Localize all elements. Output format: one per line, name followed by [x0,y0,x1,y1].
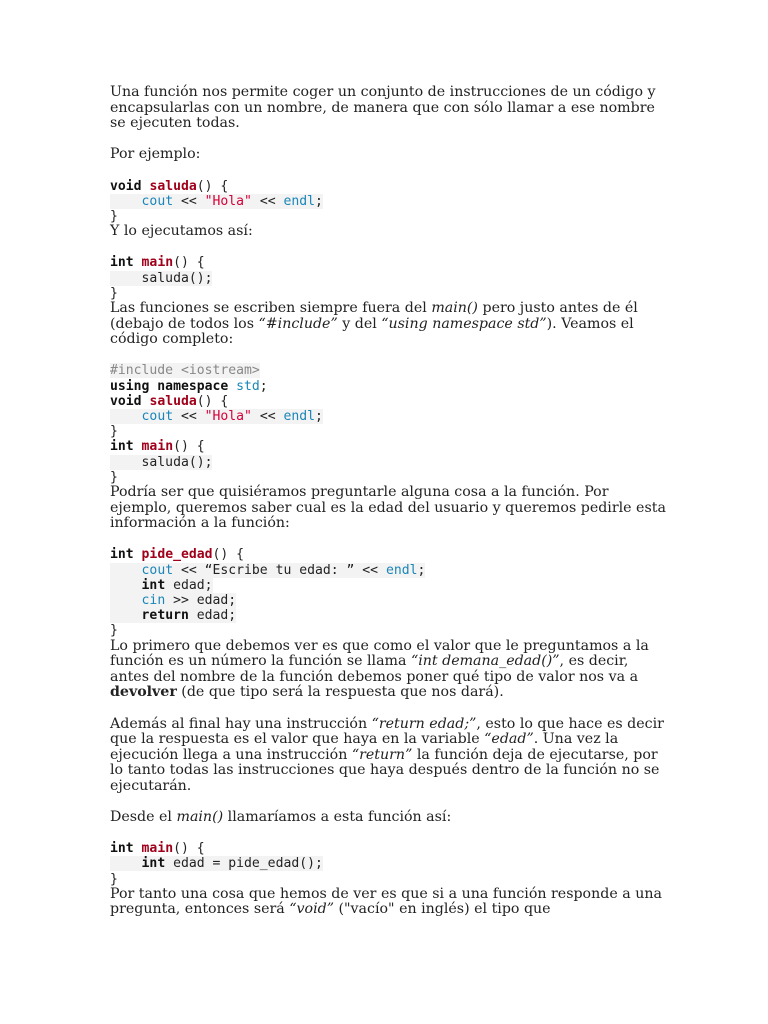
code-block-main-edad [110,841,670,887]
code-line: void saluda() { [110,393,229,409]
paragraph-void: Por tanto una cosa que hemos de ver es que si a una función responde a una pregunta, entonces será “void” ("vacío" en inglés) el tipo que [110,885,662,918]
paragraph-example: Por ejemplo: [110,146,201,163]
code-line: using namespace std; [110,378,268,394]
code-block-complete [110,363,670,485]
code-line: int pide_edad() { [110,547,245,563]
code-line: int edad; [110,578,670,593]
code-block-saluda [110,179,670,225]
paragraph-return-instruction: Además al final hay una instrucción “return edad;”, esto lo que hace es decir que la respuesta es el valor que haya en la variable “edad”. Una vez la ejecución llega a una instrucción “return” la función deja de ejecutarse, por lo tanto todas las instrucciones que haya después dentro de la función no se ejecutarán. [110,715,664,794]
code-line: } [110,623,118,639]
code-line: } [110,285,118,301]
paragraph-return-type: Lo primero que debemos ver es que como el valor que le preguntamos a la función es un número la función se llama “int demana_edad()”, es decir, antes del nombre de la función debemos poner qué tipo de valor nos va a devolver (de que tipo será la respuesta que nos dará). [110,637,649,701]
code-line: int main() { [110,255,205,271]
code-line: } [110,208,118,224]
code-line: saluda(); [110,454,213,470]
code-line: cout << "Hola" << endl; [110,409,670,424]
code-line: int main() { [110,841,205,857]
paragraph-intro: Una función nos permite coger un conjunto de instrucciones de un código y encapsularlas con un nombre, de manera que con sólo llamar a ese nombre se ejecuten todas. [110,84,656,132]
code-block-pide-edad [110,547,670,638]
code-line: cin >> edad; [110,593,670,608]
code-line: return edad; [110,608,670,623]
paragraph-call-from-main: Desde el main() llamaríamos a esta función así: [110,809,452,826]
code-line: cout << "Hola" << endl; [110,194,670,209]
code-line: saluda(); [110,270,213,286]
code-line: } [110,469,118,485]
code-line: } [110,871,118,887]
document-page [110,85,670,918]
code-line: int main() { [110,439,205,455]
code-line: cout << “Escribe tu edad: ” << endl; [110,563,670,578]
paragraph-functions-outside: Las funciones se escriben siempre fuera del main() pero justo antes de él (debajo de todos los “#include” y del “using namespace std”). Veamos el código completo: [110,299,638,348]
code-block-main-call [110,255,670,301]
paragraph-execute: Y lo ejecutamos así: [110,223,253,240]
code-line: } [110,424,118,440]
code-line: #include <iostream> [110,363,260,379]
code-line: void saluda() { [110,178,229,194]
code-line: int edad = pide_edad(); [110,856,670,871]
paragraph-ask-function: Podría ser que quisiéramos preguntarle alguna cosa a la función. Por ejemplo, queremos saber cual es la edad del usuario y queremos pedirle esta información a la función: [110,483,666,532]
